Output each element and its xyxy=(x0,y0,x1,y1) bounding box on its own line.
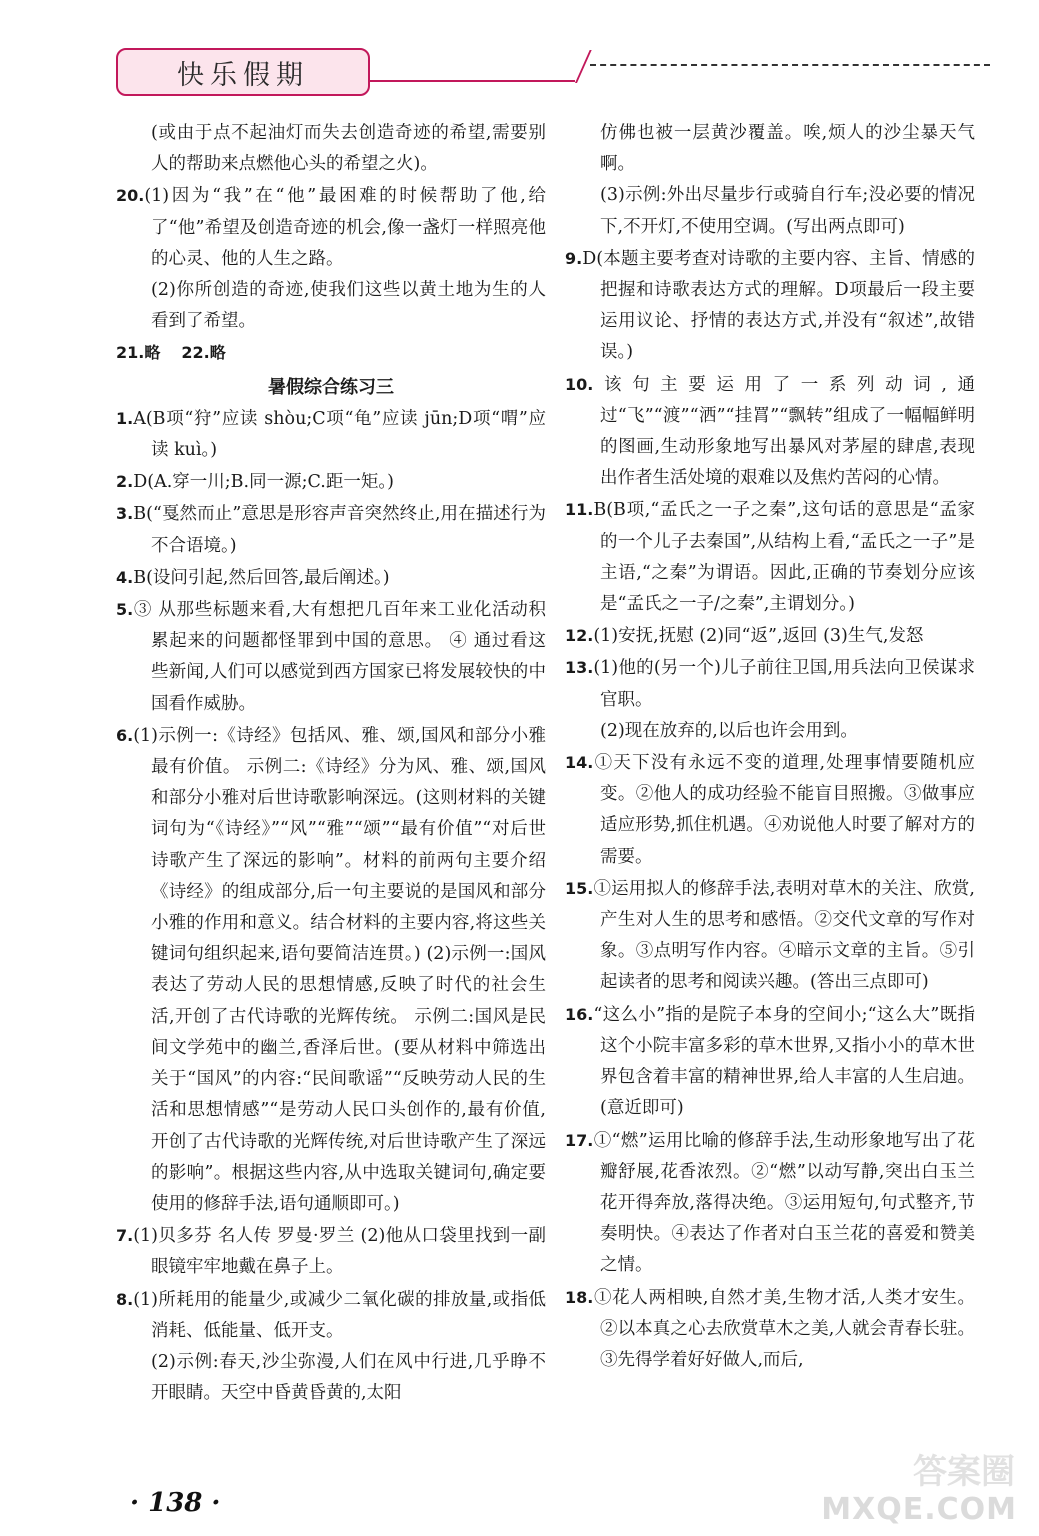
answer-15 xyxy=(565,873,975,999)
answer-number: 7. xyxy=(116,1226,134,1246)
answer-text: “这么小”指的是院子本身的空间小;“这么大”既指这个小院丰富多彩的草木世界,又指小小的草木世界包含着丰富的精神世界,给人丰富的人生启迪。(意近即可) xyxy=(593,1004,975,1119)
answer-1 xyxy=(116,403,546,466)
answer-text: ①“燃”运用比喻的修辞手法,生动形象地写出了花瓣舒展,花香浓烈。②“燃”以动写静,突出白玉兰花开得奔放,落得决绝。③运用短句,句式整齐,节奏明快。④表达了作者对白玉兰花的喜爱和赞美之情。 xyxy=(593,1130,975,1276)
answer-21-22 xyxy=(116,337,546,369)
answer-text: ①运用拟人的修辞手法,表明对草木的关注、欣赏,产生对人生的思考和感悟。②交代文章的写作对象。③点明写作内容。④暗示文章的主旨。⑤引起读者的思考和阅读兴趣。(答出三点即可) xyxy=(593,878,975,993)
answer-20-part1 xyxy=(116,180,546,275)
answer-13-part1 xyxy=(565,652,975,715)
section-title: 暑假综合练习三 xyxy=(268,376,394,398)
answer-number: 5. xyxy=(116,600,134,620)
answer-number: 12. xyxy=(565,626,594,646)
answer-number: 4. xyxy=(116,567,134,587)
watermark-logo xyxy=(821,1452,1025,1529)
answer-text: ①天下没有永远不变的道理,处理事情要随机应变。②他人的成功经验不能盲目照搬。③做事应适应形势,抓住机遇。④劝说他人时要了解对方的需要。 xyxy=(593,753,975,867)
answer-number: 3. xyxy=(116,504,134,524)
answer-number: 17. xyxy=(565,1130,594,1150)
answer-text: D(A.穿一川;B.同一源;C.距一矩。) xyxy=(133,472,394,493)
answer-text: (1)示例一:《诗经》包括风、雅、颂,国风和部分小雅最有价值。 示例二:《诗经》分为风、雅、颂,国风和部分小雅对后世诗歌影响深远。(这则材料的关键词句为“《诗经》”“风”“雅”“颂”“最有价值”“对后世诗歌产生了深远的影响”。材料的前两句主要介绍《诗经》的组成部分,后一句主要说的是国风和部分小雅的作用和意义。结合材料的主要内容,将这些关键词句组织起来,语句要简洁连贯。) (2)示例一:国风表达了劳动人民的思想情感,反映了时代的社会生活,开创了古代诗歌的光辉传统。 示例二:国风是民间文学苑中的幽兰,香泽后世。(要从材料中筛选出关于“国风”的内容:“民间歌谣”“反映劳动人民的生活和思想情感”“是劳动人民口头创作的,最有价值,开创了古代诗歌的光辉传统,对后世诗歌产生了深远的影响”。根据这些内容,从中选取关键词句,确定要使用的修辞手法,语句通顺即可。) xyxy=(133,725,546,1214)
answer-2 xyxy=(116,466,546,498)
watermark-logo-text: 答案圈 xyxy=(913,1452,1015,1492)
answer-16 xyxy=(565,999,975,1125)
answer-number: 6. xyxy=(116,725,134,745)
answer-text: A(B项“狩”应读 shòu;C项“龟”应读 jūn;D项“喟”应读 kuì。) xyxy=(133,408,546,461)
header-title-box xyxy=(116,48,370,96)
answer-21: 21.略 xyxy=(116,343,161,363)
answer-9 xyxy=(565,243,975,369)
answer-12 xyxy=(565,620,975,652)
answer-number: 14. xyxy=(565,753,594,773)
answer-6 xyxy=(116,720,546,1220)
header-slash xyxy=(575,50,592,83)
answer-8-part2: (2)示例:春天,沙尘弥漫,人们在风中行进,几乎睁不开眼睛。天空中昏黄昏黄的,太阳 xyxy=(151,1351,546,1404)
answer-number: 11. xyxy=(565,500,594,520)
answer-number: 9. xyxy=(565,248,583,268)
header-dotted-rule xyxy=(590,64,990,66)
answer-number: 15. xyxy=(565,878,594,898)
continued-answer: (或由于点不起油灯而失去创造奇迹的希望,需要别人的帮助来点燃他心头的希望之火)。 xyxy=(151,123,546,175)
answer-number: 13. xyxy=(565,658,594,678)
answer-number: 16. xyxy=(565,1004,594,1024)
answer-number: 18. xyxy=(565,1287,594,1307)
answer-4 xyxy=(116,562,546,594)
answer-17 xyxy=(565,1125,975,1282)
answer-7 xyxy=(116,1220,546,1283)
answer-number: 2. xyxy=(116,472,134,492)
answer-text: B(B项,“孟氏之一子之秦”,这句话的意思是“孟家的一个儿子去秦国”,从结构上看,“孟氏之一子”是主语,“之秦”为谓语。因此,正确的节奏划分应该是“孟氏之一子/之秦”,主谓划分。) xyxy=(593,500,975,615)
answer-5 xyxy=(116,594,546,720)
answer-number: 1. xyxy=(116,408,134,428)
answer-10 xyxy=(565,369,975,495)
continued-answer: 仿佛也被一层黄沙覆盖。唉,烦人的沙尘暴天气啊。 xyxy=(600,123,975,175)
left-column xyxy=(116,118,546,1409)
answer-number: 8. xyxy=(116,1289,134,1309)
page-number: · 138 · xyxy=(130,1488,221,1518)
answer-text: 该句主要运用了一系列动词,通过“飞”“渡”“洒”“挂罥”“飘转”组成了一幅幅鲜明的图画,生动形象地写出暴风对茅屋的肆虐,表现出作者生活处境的艰难以及焦灼苦闷的心情。 xyxy=(593,374,975,489)
answer-14 xyxy=(565,747,975,873)
answer-text: (1)他的(另一个)儿子前往卫国,用兵法向卫侯谋求官职。 xyxy=(593,658,975,710)
answer-text: B(“戛然而止”意思是形容声音突然终止,用在描述行为不合语境。) xyxy=(133,504,546,556)
answer-number: 20. xyxy=(116,186,145,206)
answer-number: 10. xyxy=(565,374,594,394)
answer-11 xyxy=(565,494,975,620)
answer-text: B(设问引起,然后回答,最后阐述。) xyxy=(133,567,390,588)
right-column xyxy=(565,118,975,1376)
answer-text: (1)所耗用的能量少,或减少二氧化碳的排放量,或指低消耗、低能量、低开支。 xyxy=(133,1289,546,1341)
answer-text: (1)因为“我”在“他”最困难的时候帮助了他,给了“他”希望及创造奇迹的机会,像一盏灯一样照亮他的心灵、他的人生之路。 xyxy=(144,186,546,269)
answer-3 xyxy=(116,498,546,561)
answer-text: ①花人两相映,自然才美,生物才活,人类才安生。②以本真之心去欣赏草木之美,人就会青春长驻。③先得学着好好做人,而后, xyxy=(593,1287,975,1370)
answer-text: (1)安抚,抚慰 (2)同“返”,返回 (3)生气,发怒 xyxy=(593,626,924,647)
answer-text: (1)贝多芬 名人传 罗曼·罗兰 (2)他从口袋里找到一副眼镜牢牢地戴在鼻子上。 xyxy=(133,1226,546,1278)
answer-22: 22.略 xyxy=(181,343,226,363)
header-title: 快乐假期 xyxy=(177,59,309,91)
header-rule xyxy=(370,80,575,82)
answer-8-part1 xyxy=(116,1284,546,1347)
answer-8-part3: (3)示例:外出尽量步行或骑自行车;没必要的情况下,不开灯,不使用空调。(写出两点即可) xyxy=(600,185,975,237)
answer-20-part2: (2)你所创造的奇迹,使我们这些以黄土地为生的人看到了希望。 xyxy=(151,280,546,332)
answer-text: D(本题主要考查对诗歌的主要内容、主旨、情感的把握和诗歌表达方式的理解。D项最后一段主要运用议论、抒情的表达方式,并没有“叙述”,故错误。) xyxy=(582,248,975,363)
answer-13-part2: (2)现在放弃的,以后也许会用到。 xyxy=(600,720,858,741)
watermark-text: MXQE.COM xyxy=(821,1492,1017,1527)
answer-text: ③ 从那些标题来看,大有想把几百年来工业化活动积累起来的问题都怪罪到中国的意思。 ④ 通过看这些新闻,人们可以感觉到西方国家已将发展较快的中国看作威胁。 xyxy=(133,600,546,714)
answer-18 xyxy=(565,1282,975,1377)
